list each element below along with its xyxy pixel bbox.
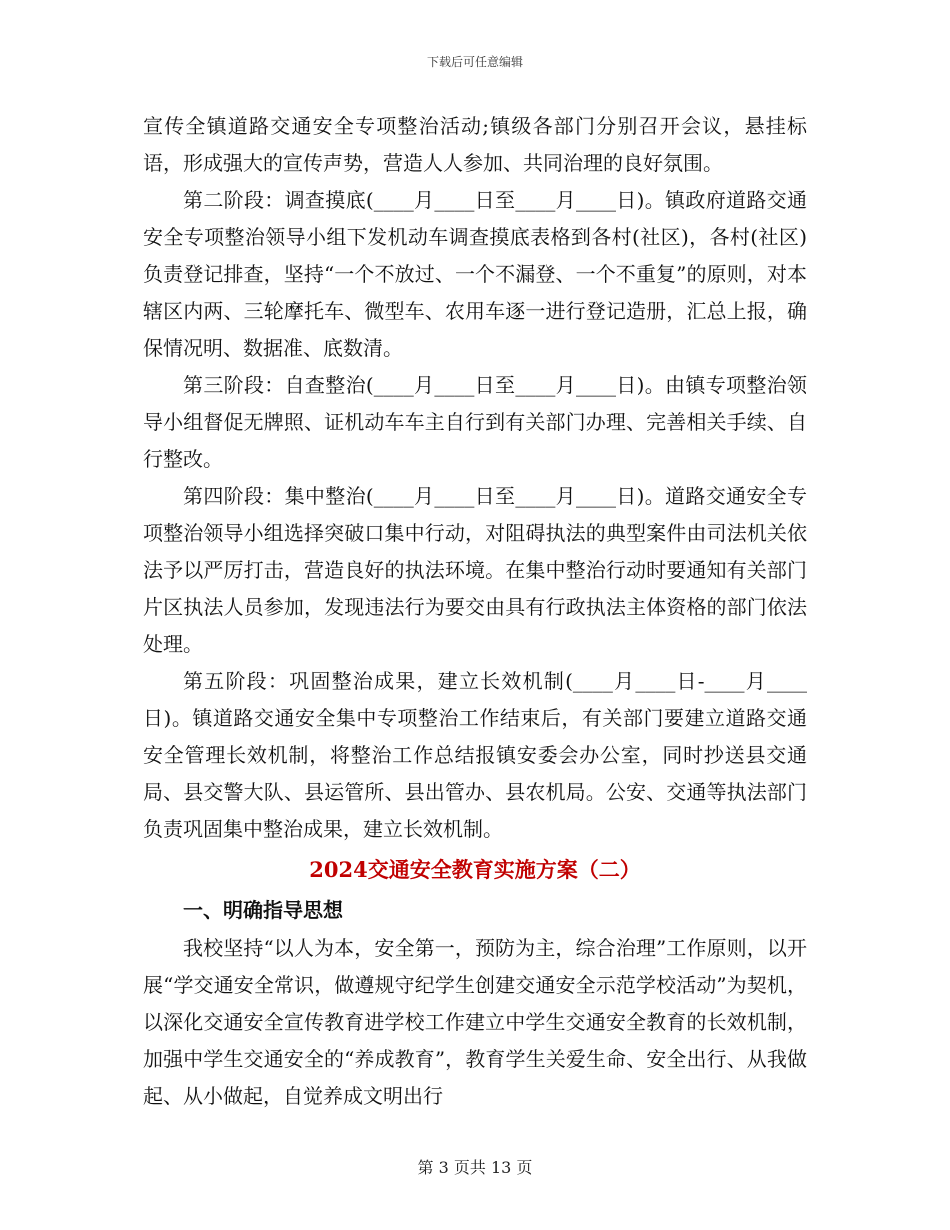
paragraph-stage-four: 第四阶段：集中整治(____月____日至____月____日)。道路交通安全专项整治领导小组选择突破口集中行动，对阻碍执法的典型案件由司法机关依法予以严厉打击，营造良好的执法环境。在集中整治行动时要通知有关部门片区执法人员参加，发现违法行为要交由具有行政执法主体资格的部门依法处理。 (143, 484, 807, 656)
paragraph-stage-three: 第三阶段：自查整治(____月____日至____月____日)。由镇专项整治领导小组督促无牌照、证机动车车主自行到有关部门办理、完善相关手续、自行整改。 (143, 373, 807, 471)
paragraph-guiding-principle: 我校坚持“以人为本，安全第一，预防为主，综合治理”工作原则，以开展“学交通安全常识，做遵规守纪学生创建交通安全示范学校活动”为契机，以深化交通安全宣传教育进学校工作建立中学生交通安全教育的长效机制，加强中学生交通安全的“养成教育”，教育学生关爱生命、安全出行、从我做起、从小做起，自觉养成文明出行 (143, 936, 807, 1108)
paragraph-stage-two: 第二阶段：调查摸底(____月____日至____月____日)。镇政府道路交通安全专项整治领导小组下发机动车调查摸底表格到各村(社区)，各村(社区)负责登记排查，坚持“一个不放过、一个不漏登、一个不重复”的原则，对本辖区内两、三轮摩托车、微型车、农用车逐一进行登记造册，汇总上报，确保情况明、数据准、底数清。 (143, 188, 807, 360)
section-title: 2024交通安全教育实施方案（二） (309, 857, 641, 882)
paragraph-stage-five: 第五阶段：巩固整治成果，建立长效机制(____月____日-____月____日)。镇道路交通安全集中专项整治工作结束后，有关部门要建立道路交通安全管理长效机制，将整治工作总结报镇安委会办公室，同时抄送县交通局、县交警大队、县运管所、县出管办、县农机局。公安、交通等执法部门负责巩固集中整治成果，建立长效机制。 (143, 669, 807, 841)
document-body (143, 108, 807, 1115)
paragraph-continuation: 宣传全镇道路交通安全专项整治活动;镇级各部门分别召开会议，悬挂标语，形成强大的宣传声势，营造人人参加、共同治理的良好氛围。 (143, 114, 807, 175)
section-heading: 一、明确指导思想 (183, 898, 343, 922)
page-header: 下载后可任意编辑 (426, 55, 523, 69)
page-footer: 第 3 页共 13 页 (417, 1158, 533, 1177)
